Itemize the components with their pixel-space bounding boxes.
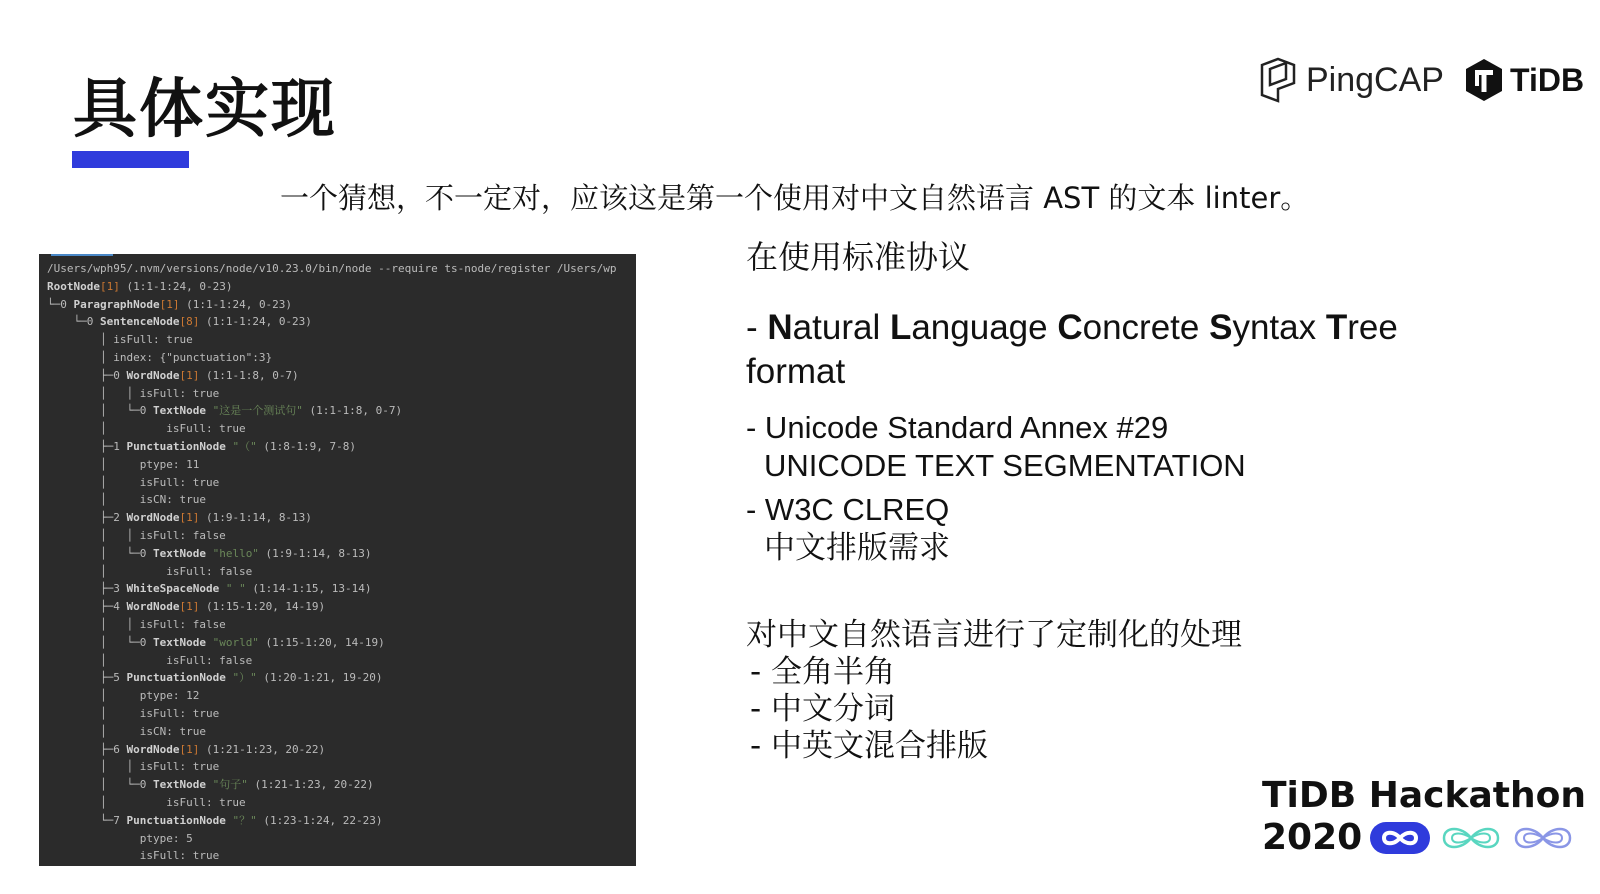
terminal-line: [47, 563, 636, 581]
nlcst-text: yntax: [1232, 308, 1326, 347]
terminal-token: │ │ isFull: false: [47, 617, 226, 631]
terminal-token: WordNode: [126, 511, 180, 525]
terminal-token: [1]: [99, 279, 120, 293]
terminal-token: │ isFull: true: [47, 706, 220, 720]
terminal-token: ParagraphNode: [73, 297, 160, 311]
terminal-token: │ isFull: false: [47, 653, 253, 667]
terminal-token: PunctuationNode: [126, 439, 226, 453]
terminal-line: [47, 331, 636, 349]
terminal-token: (1:1-1:8, 0-7): [302, 404, 403, 418]
unicode-line-1: - Unicode Standard Annex #29: [746, 410, 1169, 445]
custom-item-1: - 全角半角: [750, 654, 896, 690]
terminal-line: [47, 598, 636, 616]
terminal-token: "句子": [205, 778, 248, 792]
terminal-token: │ isFull: true: [47, 475, 220, 489]
terminal-token: │ │ isFull: true: [47, 386, 220, 400]
terminal-token: (1:1-1:24, 0-23): [179, 297, 293, 311]
terminal-line: [47, 847, 636, 865]
unicode-line-2: UNICODE TEXT SEGMENTATION: [764, 448, 1246, 483]
terminal-token: └─0: [47, 315, 100, 329]
terminal-token: ├─3: [47, 582, 127, 596]
nlcst-initial: S: [1209, 308, 1233, 347]
infinity-icon-violet: [1510, 820, 1576, 856]
terminal-token: TextNode: [152, 635, 206, 649]
terminal-line: [47, 367, 636, 385]
terminal-token: (1:15-1:20, 14-19): [199, 600, 326, 614]
terminal-line: [47, 491, 636, 509]
nlcst-item: [746, 306, 1398, 394]
title-underline-bar: [72, 151, 189, 168]
terminal-line: [47, 652, 636, 670]
terminal-token: (1:20-1:21, 19-20): [256, 671, 383, 685]
custom-heading: 对中文自然语言进行了定制化的处理: [746, 617, 1242, 653]
pingcap-logo: [1258, 57, 1444, 103]
terminal-token: (1:1-1:24, 0-23): [119, 279, 233, 293]
hackathon-year: 2020: [1262, 817, 1363, 858]
terminal-line: [47, 634, 636, 652]
terminal-line: [47, 420, 636, 438]
terminal-token: RootNode: [47, 279, 100, 293]
terminal-line: [47, 349, 636, 367]
terminal-token: WordNode: [126, 600, 180, 614]
terminal-token: │ └─0: [47, 635, 153, 649]
terminal-token: │ isFull: true: [47, 795, 246, 809]
terminal-token: "（": [225, 439, 257, 453]
nlcst-text: anguage: [911, 308, 1058, 347]
terminal-line: [47, 278, 636, 296]
terminal-line: [47, 527, 636, 545]
nlcst-line-2: format: [746, 352, 846, 391]
terminal-token: [8]: [179, 315, 200, 329]
terminal-line: [47, 794, 636, 812]
terminal-token: /Users/wph95/.nvm/versions/node/v10.23.0/bin/node --require ts-node/register /Users/wp: [47, 262, 617, 275]
terminal-token: (1:8-1:9, 7-8): [256, 439, 357, 453]
tidb-logo: [1464, 57, 1584, 103]
terminal-token: "这是一个测试句": [205, 404, 303, 418]
nlcst-line-1: [746, 306, 1398, 350]
terminal-line: [47, 296, 636, 314]
terminal-token: │ index: {"punctuation":3}: [47, 350, 273, 364]
terminal-token: (1:14-1:15, 13-14): [245, 582, 372, 596]
nlcst-initial: N: [767, 308, 793, 347]
nlcst-text: ree: [1347, 308, 1398, 347]
terminal-token: │ └─0: [47, 778, 153, 792]
terminal-output-panel: [39, 254, 636, 866]
terminal-token: ├─1: [47, 439, 127, 453]
terminal-token: (1:9-1:14, 8-13): [258, 546, 372, 560]
w3c-line-2: 中文排版需求: [764, 530, 950, 565]
custom-item-2: - 中文分词: [750, 691, 896, 727]
terminal-token: ptype: 5: [47, 831, 193, 845]
terminal-token: (1:21-1:23, 20-22): [247, 778, 374, 792]
terminal-token: PunctuationNode: [126, 671, 226, 685]
terminal-token: " ": [219, 582, 246, 596]
tidb-hackathon-logo: [1262, 775, 1586, 859]
terminal-token: [1]: [179, 368, 200, 382]
terminal-token: │ │ isFull: true: [47, 760, 220, 774]
terminal-line: [47, 741, 636, 759]
terminal-token: │ isFull: false: [47, 564, 253, 578]
w3c-item: [746, 491, 950, 567]
pingcap-wordmark: PingCAP: [1306, 60, 1444, 99]
terminal-line: [47, 758, 636, 776]
terminal-token: │ └─0: [47, 404, 153, 418]
terminal-lines: [47, 260, 636, 865]
terminal-line: [47, 616, 636, 634]
terminal-line: [47, 723, 636, 741]
slide-title: 具体实现: [73, 73, 337, 147]
terminal-token: (1:21-1:23, 20-22): [199, 742, 326, 756]
nlcst-text: -: [746, 308, 768, 347]
terminal-line: [47, 580, 636, 598]
terminal-token: [1]: [179, 742, 200, 756]
terminal-token: ├─5: [47, 671, 127, 685]
terminal-token: └─0: [47, 297, 74, 311]
nlcst-text: oncrete: [1082, 308, 1210, 347]
terminal-token: (1:9-1:14, 8-13): [199, 511, 312, 525]
terminal-line: [47, 812, 636, 830]
terminal-token: (1:15-1:20, 14-19): [258, 635, 385, 649]
nlcst-initial: L: [889, 308, 912, 347]
custom-item-3: - 中英文混合排版: [750, 728, 989, 764]
terminal-token: PunctuationNode: [126, 813, 226, 827]
nlcst-text: atural: [792, 308, 890, 347]
terminal-token: [1]: [159, 297, 180, 311]
terminal-line: [47, 776, 636, 794]
nlcst-initial: T: [1325, 308, 1348, 347]
terminal-token: [1]: [179, 511, 200, 525]
w3c-line-1: - W3C CLREQ: [746, 492, 950, 527]
terminal-token: ├─6: [47, 742, 127, 756]
infinity-icon-teal: [1438, 820, 1504, 856]
terminal-token: └─7: [47, 813, 127, 827]
custom-processing: [746, 617, 1242, 765]
infinity-icon-blue: [1368, 820, 1432, 856]
pingcap-mark-icon: [1258, 57, 1298, 103]
terminal-token: "？": [225, 813, 257, 827]
terminal-token: SentenceNode: [99, 315, 180, 329]
terminal-line: [47, 438, 636, 456]
terminal-token: (1:1-1:24, 0-23): [199, 315, 312, 329]
terminal-token: WhiteSpaceNode: [126, 582, 220, 596]
terminal-token: │ ptype: 11: [47, 457, 200, 471]
terminal-token: "）": [225, 671, 257, 685]
hackathon-title: TiDB Hackathon: [1262, 775, 1586, 816]
terminal-line: [47, 402, 636, 420]
terminal-token: │ isFull: true: [47, 333, 193, 347]
terminal-token: │ isCN: true: [47, 724, 206, 738]
terminal-token: "world": [205, 635, 259, 649]
terminal-token: TextNode: [152, 404, 206, 418]
standard-heading: 在使用标准协议: [746, 238, 971, 276]
tidb-wordmark: TiDB: [1510, 61, 1585, 98]
terminal-token: │ │ isFull: false: [47, 528, 226, 542]
terminal-token: isFull: true: [47, 849, 220, 863]
terminal-token: (1:23-1:24, 22-23): [256, 813, 383, 827]
terminal-token: WordNode: [126, 368, 180, 382]
terminal-line: [47, 687, 636, 705]
terminal-token: [1]: [179, 600, 200, 614]
terminal-token: ├─0: [47, 368, 127, 382]
unicode-item: [746, 409, 1246, 485]
terminal-token: │ ptype: 12: [47, 689, 200, 703]
terminal-token: TextNode: [152, 546, 206, 560]
terminal-line: [47, 474, 636, 492]
terminal-line: [47, 545, 636, 563]
nlcst-initial: C: [1057, 308, 1083, 347]
terminal-line: [47, 669, 636, 687]
terminal-tab-indicator: [51, 254, 113, 256]
hackathon-year-row: [1262, 817, 1586, 859]
terminal-line: [47, 260, 636, 278]
terminal-token: ├─2: [47, 511, 127, 525]
slide-subtitle: 一个猜想，不一定对，应该这是第一个使用对中文自然语言 AST 的文本 linter。: [280, 181, 1310, 215]
terminal-token: (1:1-1:8, 0-7): [199, 368, 299, 382]
terminal-token: ├─4: [47, 600, 127, 614]
terminal-line: [47, 509, 636, 527]
terminal-token: WordNode: [126, 742, 180, 756]
terminal-token: "hello": [205, 546, 259, 560]
tidb-mark-icon: [1464, 57, 1504, 103]
terminal-token: │ └─0: [47, 546, 153, 560]
terminal-line: [47, 705, 636, 723]
terminal-line: [47, 830, 636, 848]
terminal-line: [47, 385, 636, 403]
terminal-token: │ isFull: true: [47, 422, 246, 436]
terminal-token: │ isCN: true: [47, 493, 206, 507]
terminal-token: TextNode: [152, 778, 206, 792]
terminal-line: [47, 456, 636, 474]
terminal-line: [47, 313, 636, 331]
